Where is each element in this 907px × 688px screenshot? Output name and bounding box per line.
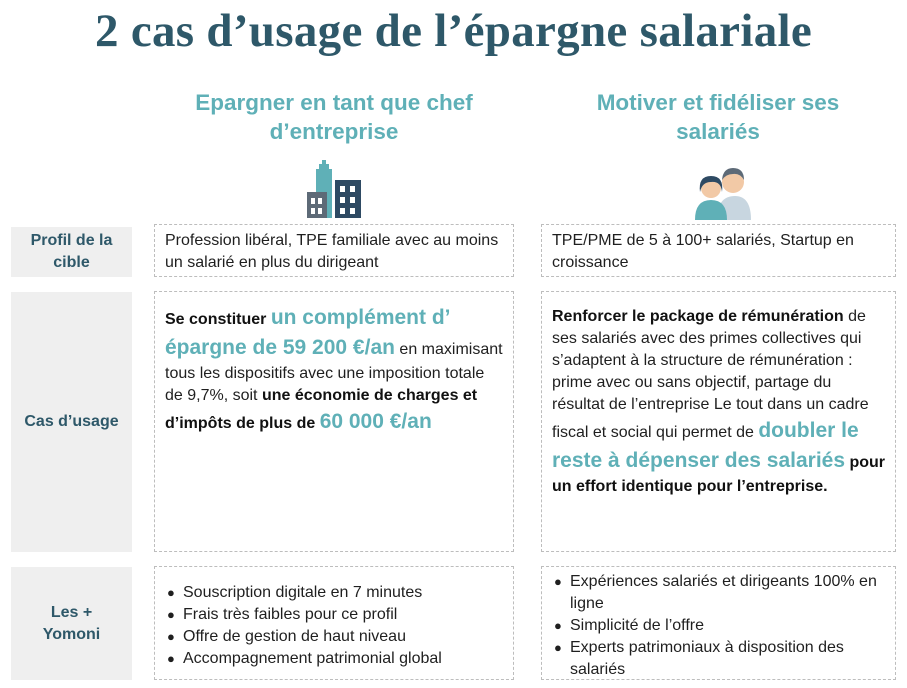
- list-item: ● Experts patrimoniaux à disposition des salariés: [552, 637, 885, 681]
- buildings-icon: [305, 158, 363, 218]
- row-label-profil: Profil de la cible: [11, 227, 132, 277]
- column-heading-chef: Epargner en tant que chef d’entreprise: [195, 90, 473, 144]
- profil-chef-cell: Profession libéral, TPE familiale avec au moins un salarié en plus du dirigeant: [154, 224, 514, 277]
- plus-chef-list: [165, 582, 503, 670]
- people-icon: [693, 162, 753, 220]
- usage-salaries-cell: Renforcer le package de rémunération de ses salariés avec des primes collectives qui s’adaptent à la structure de rémunération : prime avec ou sans objectif, partage du résultat de l’entreprise Le tout dans un cadre fiscal et social qui permet de doubler le reste à dépenser des salariés pour un effort identique pour l’entreprise.: [541, 291, 896, 552]
- list-item: ● Frais très faibles pour ce profil: [165, 604, 503, 626]
- column-heading-salaries: Motiver et fidéliser ses salariés: [596, 90, 840, 144]
- usage-chef-cell: Se constituer un complément d’ épargne de 59 200 €/an en maximisant tous les dispositifs avec une imposition totale de 9,7%, soit une économie de charges et d’impôts de plus de 60 000 €/an: [154, 291, 514, 552]
- list-item: ● Souscription digitale en 7 minutes: [165, 582, 503, 604]
- row-label-plus: Les + Yomoni: [11, 567, 132, 680]
- list-item: ● Expériences salariés et dirigeants 100% en ligne: [552, 571, 885, 615]
- plus-salaries-cell: [541, 566, 896, 680]
- list-item: ● Simplicité de l’offre: [552, 615, 885, 637]
- row-label-usage: Cas d’usage: [11, 292, 132, 552]
- plus-chef-cell: [154, 566, 514, 680]
- page-title: 2 cas d’usage de l’épargne salariale: [94, 5, 813, 57]
- list-item: ● Offre de gestion de haut niveau: [165, 626, 503, 648]
- plus-salaries-list: [552, 571, 885, 681]
- list-item: ● Accompagnement patrimonial global: [165, 648, 503, 670]
- profil-salaries-cell: TPE/PME de 5 à 100+ salariés, Startup en croissance: [541, 224, 896, 277]
